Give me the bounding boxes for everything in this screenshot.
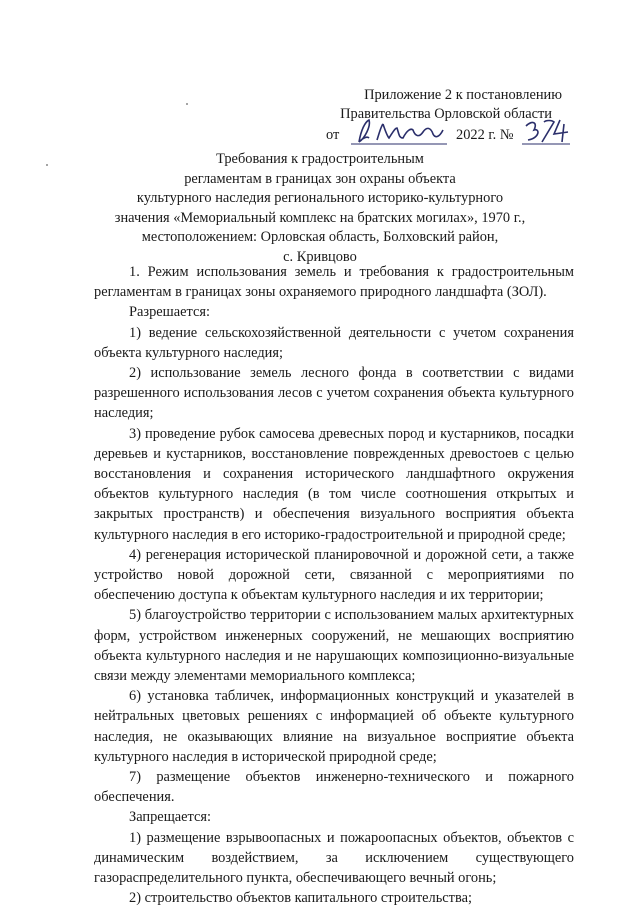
date-prefix: от xyxy=(326,127,340,143)
title-line: культурного наследия регионального историко-культурного xyxy=(136,190,504,206)
allowed-item: 6) установка табличек, информационных конструкций и указателей в нейтральных цветовых решениях с информацией об объекте культурного наследия, не оказывающих влияние на визуальное восприятие объекта культурного наследия в исторической природной среде; xyxy=(94,688,574,765)
handwritten-date-signature xyxy=(349,116,449,148)
date-year-number: 2022 г. № xyxy=(456,127,514,143)
prohibited-item: 2) строительство объектов капитального строительства; xyxy=(129,890,472,907)
allowed-item: 5) благоустройство территории с использованием малых архитектурных форм, устройством инженерных сооружений, не мешающих восприятию объекта культурного наследия и не нарушающих композиционно-визуальные связи между элементами мемориального комплекса; xyxy=(94,607,574,685)
title-line: значения «Мемориальный комплекс на братских могилах», 1970 г., xyxy=(114,209,526,226)
title-line: местоположением: Орловская область, Болховский район, xyxy=(141,229,499,245)
allowed-item: 3) проведение рубок самосева древесных пород и кустарников, посадки деревьев и кустарников, восстановление поврежденных древостоев с целью восстановления и сохранения исторического ландшафтного окружения объектов культурного наследия (в том числе соотношения открытых и закрытых пространств) и обеспечения визуального восприятия объекта культурного наследия в его историко-градостроительной и природной среде; xyxy=(94,425,574,543)
allowed-item: 2) использование земель лесного фонда в соответствии с видами разрешенного использования лесов с учетом сохранения объекта культурного наследия; xyxy=(94,365,574,422)
allowed-item: 1) ведение сельскохозяйственной деятельности с учетом сохранения объекта культурного наследия; xyxy=(94,324,574,361)
title-line: регламентам в границах зон охраны объекта xyxy=(184,170,456,187)
allowed-heading: Разрешается: xyxy=(129,304,210,321)
scan-speck xyxy=(186,103,188,105)
appendix-header xyxy=(300,86,600,146)
document-body xyxy=(94,262,574,909)
title-line: с. Кривцово xyxy=(283,248,357,265)
appendix-line-2: Правительства Орловской области xyxy=(340,106,552,122)
allowed-item: 7) размещение объектов инженерно-технического и пожарного обеспечения. xyxy=(94,769,574,806)
prohibited-heading: Запрещается: xyxy=(129,809,212,826)
allowed-item: 4) регенерация исторической планировочной и дорожной сети, а также устройство новой дорожной сети, связанной с мероприятиями по обеспечению доступа к объектам культурного наследия и их территории; xyxy=(94,546,574,604)
appendix-line-1: Приложение 2 к постановлению xyxy=(364,87,562,103)
document-title xyxy=(80,150,560,267)
title-line: Требования к градостроительным xyxy=(216,151,424,167)
appendix-date-line xyxy=(300,124,600,146)
handwritten-number-signature xyxy=(522,116,572,148)
prohibited-item: 1) размещение взрывоопасных и пожароопасных объектов, объектов с динамическим воздействием, за исключением существующего газораспределительного пункта, обеспечивающего вечный огонь; xyxy=(94,829,574,887)
scan-speck xyxy=(46,164,48,166)
section-heading: 1. Режим использования земель и требования к градостроительным регламентам в границах зоны охраняемого природного ландшафта (ЗОЛ). xyxy=(94,264,574,301)
